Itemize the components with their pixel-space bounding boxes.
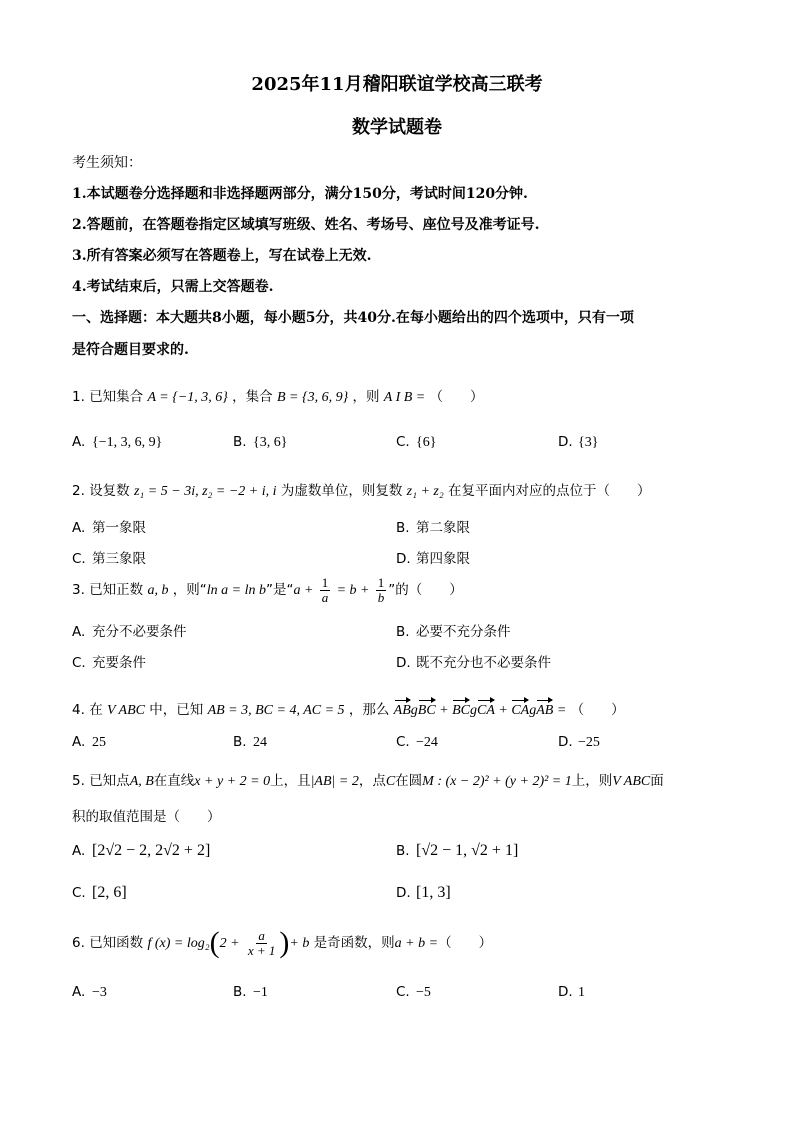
question-number: 2.	[72, 483, 85, 499]
question-number: 5.	[72, 773, 85, 789]
question-3: 3. 已知正数 a, b ，则“ln a = ln b”是“a + $\frac{1}{a}$ = b + $\frac{1}{b}$ ”的（ ）	[72, 575, 463, 605]
q6-option-c[interactable]: C. −5	[396, 984, 431, 1000]
q1-option-b[interactable]: B. {3, 6}	[233, 434, 288, 450]
question-6: 6. 已知函数 f (x) = log₂(2 + $\frac{a}{x + 1}$ )+ b 是奇函数，则a + b =（ ）	[72, 926, 493, 959]
q3-option-a[interactable]: A. 充分不必要条件	[72, 624, 187, 640]
q1-option-d[interactable]: D. {3}	[558, 434, 599, 450]
question-1: 1. 已知集合 A = {−1, 3, 6} ，集合 B = {3, 6, 9} ，则 A I B = （ ）	[72, 389, 484, 405]
section-heading-line1: 一、选择题：本大题共8小题，每小题5分，共40分.在每小题给出的四个选项中，只有一项	[72, 310, 634, 326]
q4-option-a[interactable]: A. 25	[72, 734, 106, 750]
fraction: $\frac{a}{x + 1}$	[247, 927, 276, 958]
notice-item-3: 3.所有答案必须写在答题卷上，写在试卷上无效.	[72, 248, 372, 264]
notice-item-1: 1.本试题卷分选择题和非选择题两部分，满分150分，考试时间120分钟.	[72, 186, 528, 202]
q2-option-a[interactable]: A. 第一象限	[72, 520, 146, 536]
set-b: B = {3, 6, 9}	[276, 390, 349, 405]
vector-ca: CA	[511, 703, 530, 718]
section-heading-line2: 是符合题目要求的.	[72, 342, 189, 358]
fraction: $\frac{1}{a}$	[321, 575, 329, 605]
q4-option-d[interactable]: D. −25	[558, 734, 600, 750]
q6-option-a[interactable]: A. −3	[72, 984, 107, 1000]
q3-option-d[interactable]: D. 既不充分也不必要条件	[396, 655, 551, 671]
vector-bc: BC	[417, 703, 436, 718]
q1-option-a[interactable]: A. {−1, 3, 6, 9}	[72, 434, 163, 450]
q5-option-c[interactable]: C. [2, 6]	[72, 884, 127, 901]
question-5-line2: 积的取值范围是（ ）	[72, 809, 221, 825]
vector-ab: AB	[393, 703, 411, 718]
vector-ca: CA	[477, 703, 495, 718]
notice-item-2: 2.答题前，在答题卷指定区域填写班级、姓名、考场号、座位号及准考证号.	[72, 217, 540, 233]
notice-heading: 考生须知：	[72, 155, 142, 171]
notice-item-4: 4.考试结束后，只需上交答题卷.	[72, 279, 274, 295]
question-number: 3.	[72, 582, 85, 599]
q5-option-b[interactable]: B. [√2 − 1, √2 + 1]	[396, 842, 519, 859]
expression: A I B =	[383, 390, 426, 405]
q2-option-d[interactable]: D. 第四象限	[396, 551, 470, 567]
q4-option-c[interactable]: C. −24	[396, 734, 438, 750]
q1-option-c[interactable]: C. {6}	[396, 434, 437, 450]
q5-option-d[interactable]: D. [1, 3]	[396, 884, 451, 901]
q2-option-b[interactable]: B. 第二象限	[396, 520, 470, 536]
question-5: 5. 已知点A, B在直线x + y + 2 = 0上，且|AB| = 2，点C在圆M : (x − 2)² + (y + 2)² = 1上，则V ABC面	[72, 773, 664, 789]
question-number: 1.	[72, 389, 85, 405]
q6-option-b[interactable]: B. −1	[233, 984, 268, 1000]
question-number: 4.	[72, 702, 85, 718]
q3-option-b[interactable]: B. 必要不充分条件	[396, 624, 511, 640]
exam-title: 2025年11月稽阳联谊学校高三联考	[251, 74, 543, 95]
vector-bc: BC	[452, 703, 470, 718]
question-2: 2. 设复数 z₁ = 5 − 3i, z₂ = −2 + i, i 为虚数单位，则复数 z₁ + z₂ 在复平面内对应的点位于（ ）	[72, 483, 651, 499]
question-4: 4. 在 V ABC 中，已知 AB = 3, BC = 4, AC = 5 ，那么 ABgBC + BCgCA + CAgAB = （ ）	[72, 702, 625, 718]
exam-subtitle: 数学试题卷	[352, 117, 442, 138]
q2-option-c[interactable]: C. 第三象限	[72, 551, 146, 567]
q4-option-b[interactable]: B. 24	[233, 734, 267, 750]
set-a: A = {−1, 3, 6}	[147, 390, 228, 405]
q3-option-c[interactable]: C. 充要条件	[72, 655, 146, 671]
fraction: $\frac{1}{b}$	[377, 575, 385, 605]
question-number: 6.	[72, 935, 85, 951]
q5-option-a[interactable]: A. [2√2 − 2, 2√2 + 2]	[72, 842, 211, 859]
q6-option-d[interactable]: D. 1	[558, 984, 585, 1000]
vector-ab: AB	[536, 703, 554, 718]
